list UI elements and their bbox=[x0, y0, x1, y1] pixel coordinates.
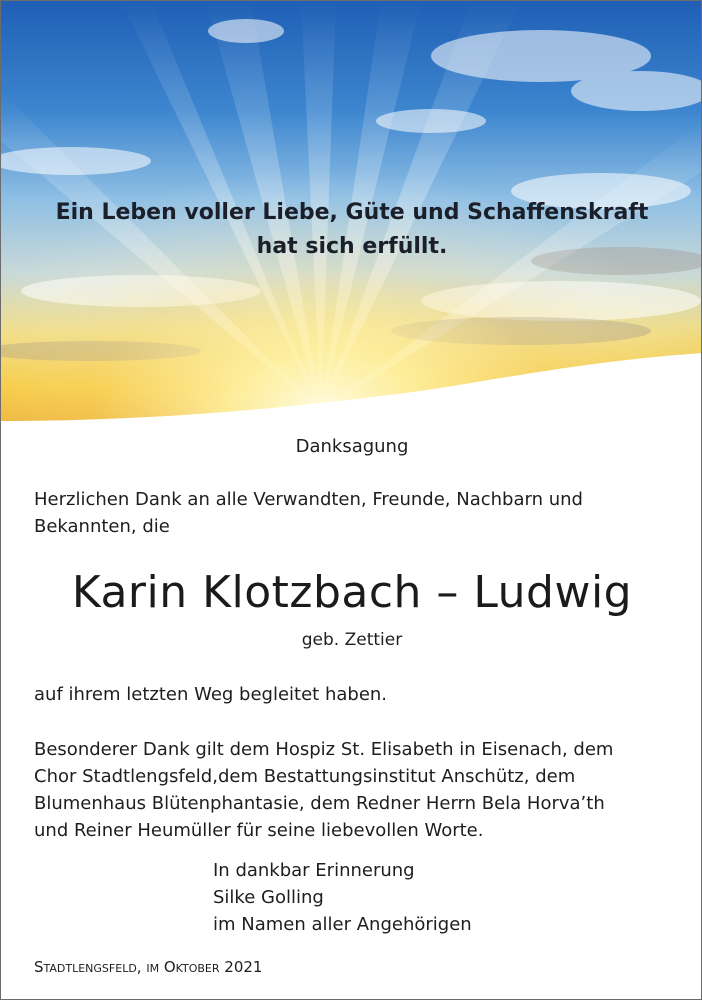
thanks-line: Chor Stadtlengsfeld,dem Bestattungsinstitut Anschütz, dem bbox=[34, 766, 576, 787]
heading: Danksagung bbox=[295, 436, 409, 457]
motto-line: Ein Leben voller Liebe, Güte und Schaffenskraft bbox=[55, 200, 649, 225]
thanks-line: und Reiner Heumüller für seine liebevollen Worte. bbox=[34, 820, 484, 841]
birth-name: geb. Zettier bbox=[301, 630, 403, 650]
intro-line: Herzlichen Dank an alle Verwandten, Freunde, Nachbarn und bbox=[34, 489, 583, 510]
thanks-text bbox=[34, 736, 684, 844]
motto bbox=[1, 196, 702, 264]
place-date: Stadtlengsfeld, im Oktober 2021 bbox=[34, 958, 263, 976]
thanks-line: Besonderer Dank gilt dem Hospiz St. Elisabeth in Eisenach, dem bbox=[34, 739, 614, 760]
signature-block bbox=[213, 857, 673, 938]
accompany-text: auf ihrem letzten Weg begleitet haben. bbox=[34, 684, 388, 705]
thanks-line: Blumenhaus Blütenphantasie, dem Redner Herrn Bela Horva’th bbox=[34, 793, 605, 814]
intro-text bbox=[34, 486, 674, 540]
signature-line: Silke Golling bbox=[213, 887, 324, 908]
signature-line: In dankbar Erinnerung bbox=[213, 860, 415, 881]
motto-line: hat sich erfüllt. bbox=[256, 234, 448, 259]
intro-line: Bekannten, die bbox=[34, 516, 170, 537]
signature-line: im Namen aller Angehörigen bbox=[213, 914, 472, 935]
deceased-name: Karin Klotzbach – Ludwig bbox=[71, 567, 633, 618]
